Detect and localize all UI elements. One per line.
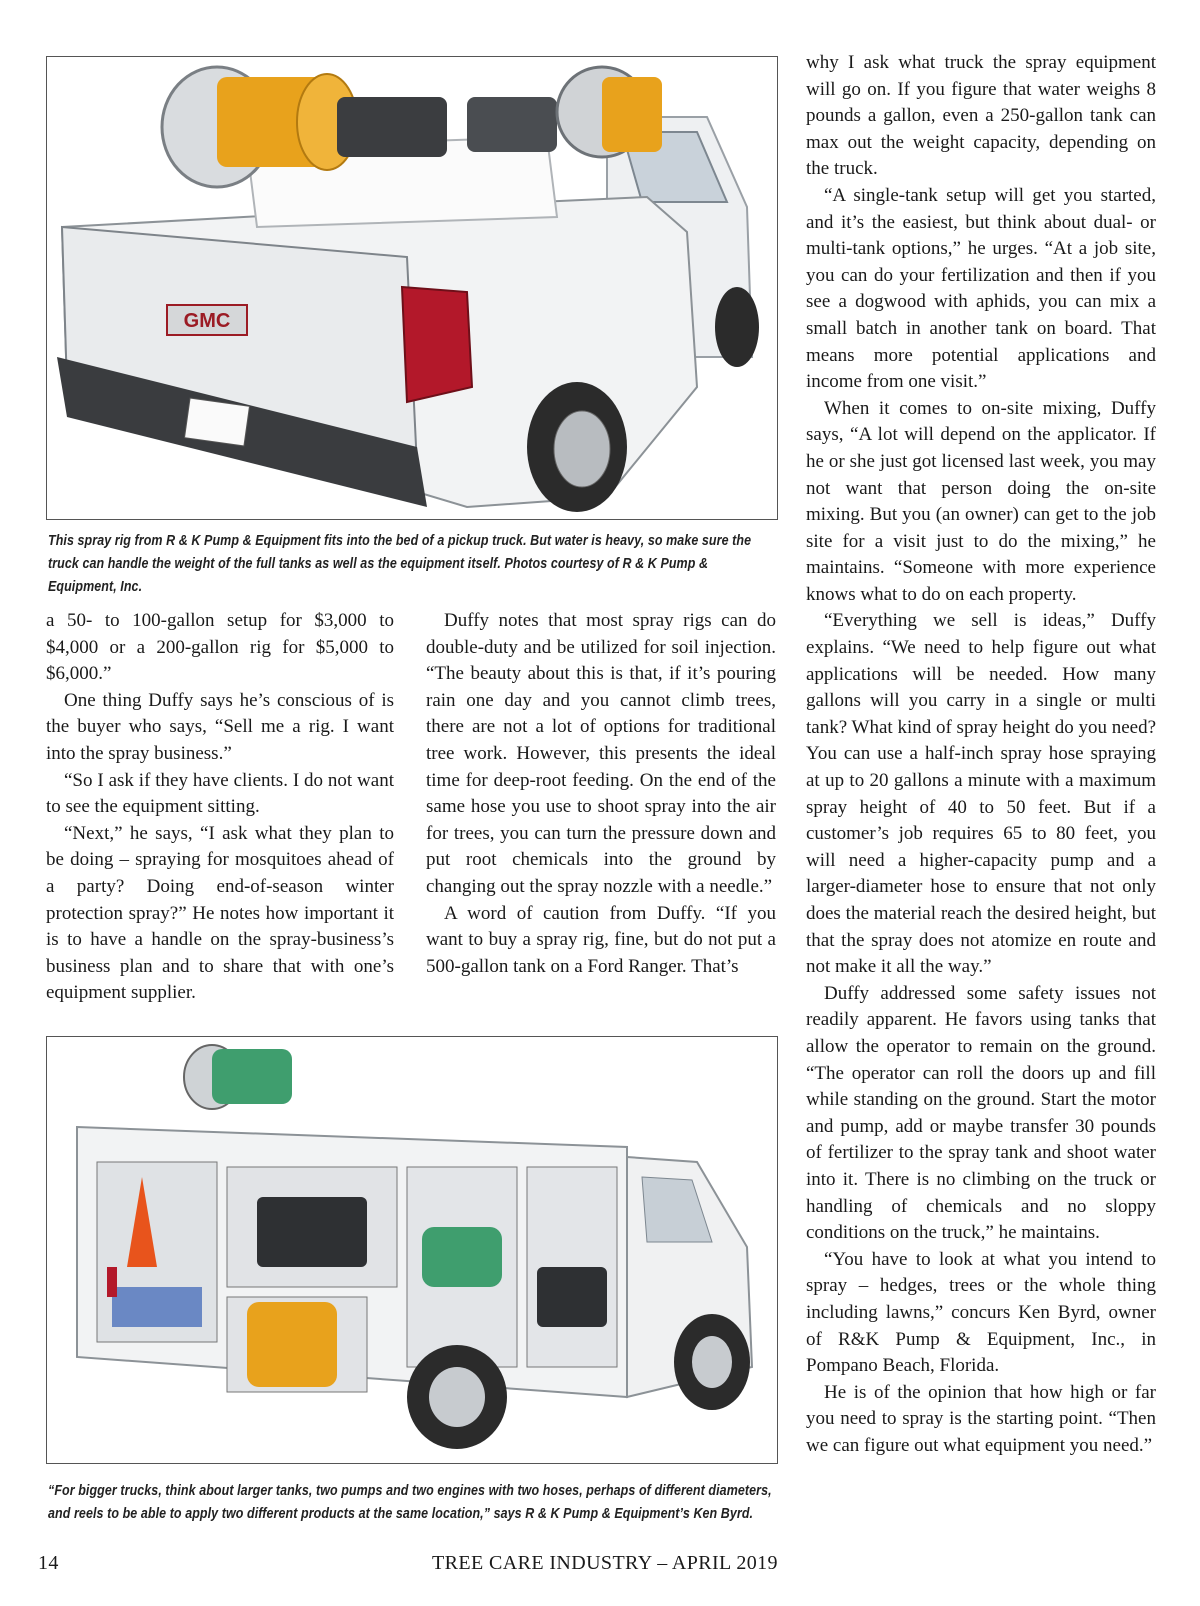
paragraph: One thing Duffy says he’s conscious of is the buyer who says, “Sell me a rig. I want into the spray business.”	[46, 689, 394, 764]
paragraph: “A single-tank setup will get you started, and it’s the easiest, but think about dual- or multi-tank options,” he urges. “At a job site, you can do your fertilization and then if you see a dogwood with aphids, you can mix a small batch in another tank on board. That means more potential applications and income from one visit.”	[806, 184, 1156, 393]
photo-caption-bottom: “For bigger trucks, think about larger tanks, two pumps and two engines with two hoses, perhaps of different diameters, and reels to be able to apply two different products at the same location,” says R & K Pump & Equipment’s Ken Byrd.	[48, 1483, 772, 1522]
paragraph: When it comes to on-site mixing, Duffy says, “A lot will depend on the applicator. If he or she just got licensed last week, you may not want that person doing the on-site mixing. But you (an owner) can get to the job site for a visit just to do the mixing,” he maintains. “Someone with more experience knows what to do on each property.	[806, 397, 1156, 605]
page-number: 14	[38, 1552, 59, 1574]
paragraph: a 50- to 100-gallon setup for $3,000 to $4,000 or a 200-gallon rig for $5,000 to $6,000.”	[46, 610, 394, 685]
photo-pickup-spray-rig	[46, 56, 778, 520]
article-column-1	[46, 608, 394, 1007]
paragraph: A word of caution from Duffy. “If you want to buy a spray rig, fine, but do not put a 500-gallon tank on a Ford Ranger. That’s	[426, 902, 776, 977]
paragraph: “Next,” he says, “I ask what they plan to be doing – spraying for mosquitoes ahead of a party? Doing end-of-season winter protection spray?” He notes how important it is to have a handle on the spray-business’s business plan and to share that with one’s equipment supplier.	[46, 822, 394, 1004]
paragraph: Duffy notes that most spray rigs can do double-duty and be utilized for soil injection. “The beauty about this is that, if it’s pouring rain one day and you cannot climb trees, there are not a lot of options for traditional tree work. However, this presents the ideal time for deep-root feeding. On the end of the same hose you use to shoot spray into the air for trees, you can turn the pressure down and put root chemicals into the ground by changing out the spray nozzle with a needle.”	[426, 610, 776, 897]
gmc-badge-text: GMC	[183, 310, 231, 332]
paragraph: “So I ask if they have clients. I do not want to see the equipment sitting.	[46, 769, 394, 818]
paragraph: “You have to look at what you intend to spray – hedges, trees or the whole thing including lawns,” concurs Ken Byrd, owner of R&K Pump & Equipment, Inc., in Pompano Beach, Florida.	[806, 1248, 1156, 1377]
footer-publication: TREE CARE INDUSTRY – APRIL 2019	[432, 1552, 778, 1574]
article-column-3	[806, 50, 1156, 1459]
photo-caption-top: This spray rig from R & K Pump & Equipment fits into the bed of a pickup truck. But water is heavy, so make sure the truck can handle the weight of the full tanks as well as the equipment itself. Photos courtesy of R & K Pump & Equipment, Inc.	[48, 533, 752, 595]
service-truck-illustration	[47, 1037, 777, 1463]
photo-service-truck	[46, 1036, 778, 1464]
pickup-truck-illustration	[47, 57, 777, 519]
paragraph: why I ask what truck the spray equipment will go on. If you figure that water weighs 8 pounds a gallon, even a 250-gallon tank can max out the weight capacity, depending on the truck.	[806, 52, 1156, 180]
paragraph: “Everything we sell is ideas,” Duffy explains. “We need to help figure out what applications will be needed. How many gallons will you carry in a single or multi tank? What kind of spray height do you need? You can use a half-inch spray hose spraying at up to 20 gallons a minute with a maximum spray height of 40 to 50 feet. But if a customer’s job requires 65 to 80 feet, you will need a higher-capacity pump and a larger-diameter hose to ensure that not only does the material reach the desired height, but that the spray does not atomize en route and not make it all the way.”	[806, 610, 1156, 978]
article-column-2	[426, 608, 776, 980]
paragraph: Duffy addressed some safety issues not readily apparent. He favors using tanks that allow the operator to remain on the ground. “The operator can roll the doors up and fill while standing on the ground. Start the motor and pump, add or maybe transfer 30 pounds of fertilizer to the spray tank and shoot water into it. There is no climbing on the truck or handling of chemicals and no sloppy conditions on the truck,” he maintains.	[806, 982, 1156, 1244]
paragraph: He is of the opinion that how high or far you need to spray is the starting point. “Then we can figure out what equipment you need.”	[806, 1381, 1156, 1456]
